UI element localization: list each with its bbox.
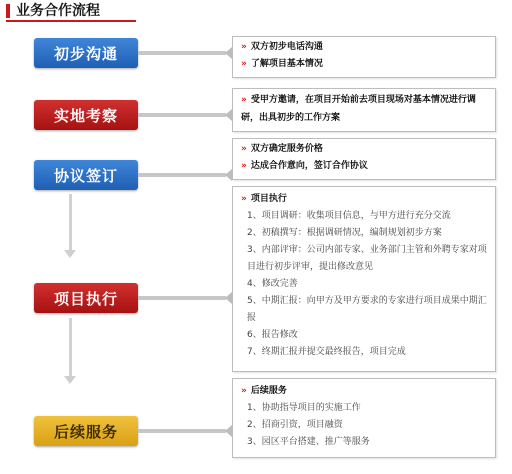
box-pointer-icon — [225, 292, 232, 304]
list-item: 1、协助指导项目的实施工作 — [247, 403, 361, 413]
down-arrow-icon — [64, 376, 76, 384]
bullet-line: » 双方确定服务价格 — [241, 144, 323, 154]
red-arrow-icon: » — [241, 194, 247, 204]
list-item: 2、招商引资，项目融资 — [247, 420, 343, 430]
detail-box-execution — [232, 186, 496, 372]
down-arrow-icon — [64, 250, 76, 258]
list-item: 3、内部评审：公司内部专家、业务部门主管和外聘专家对项目进行初步评审，提出修改意见 — [247, 245, 487, 272]
step-connector — [138, 113, 226, 117]
step-label: 协议签订 — [53, 166, 118, 185]
box-pointer-icon — [225, 109, 232, 121]
header-accent-bar — [6, 4, 10, 18]
red-arrow-icon: » — [241, 144, 247, 154]
step-connector — [138, 51, 226, 55]
detail-box-follow-up — [232, 378, 496, 458]
step-label: 后续服务 — [53, 422, 118, 441]
list-item: 1、项目调研：收集项目信息，与甲方进行充分交流 — [247, 211, 451, 221]
bullet-line: » 双方初步电话沟通 — [241, 42, 323, 52]
red-arrow-icon: » — [241, 42, 247, 52]
list-item: 7、终期汇报并提交最终报告，项目完成 — [247, 347, 406, 357]
bullet-line: » 达成合作意向，签订合作协议 — [241, 161, 368, 171]
step-label: 项目执行 — [53, 289, 118, 308]
red-arrow-icon: » — [241, 95, 247, 105]
detail-box-survey — [232, 88, 496, 132]
list-item: 6、报告修改 — [247, 330, 298, 340]
red-arrow-icon: » — [241, 386, 247, 396]
list-item: 5、中期汇报：向甲方及甲方要求的专家进行项目成果中期汇报 — [247, 296, 487, 323]
box-pointer-icon — [225, 425, 232, 437]
step-agreement-signing — [34, 160, 138, 190]
list-item: 4、修改完善 — [247, 279, 298, 289]
header-underline — [6, 20, 136, 22]
red-arrow-icon: » — [241, 59, 247, 69]
step-site-survey — [34, 100, 138, 130]
page-title: 业务合作流程 — [16, 3, 100, 19]
detail-box-agreement — [232, 138, 496, 180]
step-follow-up-service — [34, 416, 138, 446]
box-heading: » 后续服务 — [241, 386, 287, 396]
step-connector — [138, 296, 226, 300]
detail-box-communication — [232, 36, 496, 78]
step-initial-communication — [34, 38, 138, 68]
list-item: 2、初稿撰写：根据调研情况，编制规划初步方案 — [247, 228, 442, 238]
red-arrow-icon: » — [241, 161, 247, 171]
bullet-line: » 了解项目基本情况 — [241, 59, 323, 69]
bullet-line: » 受甲方邀请，在项目开始前去项目现场对基本情况进行调研，出具初步的工作方案 — [241, 95, 476, 123]
box-heading: » 项目执行 — [241, 194, 287, 204]
vertical-connector — [69, 318, 72, 376]
vertical-connector — [69, 194, 72, 250]
step-label: 实地考察 — [53, 106, 118, 125]
box-pointer-icon — [225, 169, 232, 181]
step-connector — [138, 173, 226, 177]
box-pointer-icon — [225, 47, 232, 59]
list-item: 3、园区平台搭建、推广等服务 — [247, 437, 370, 447]
step-label: 初步沟通 — [53, 44, 118, 63]
step-project-execution — [34, 283, 138, 313]
step-connector — [138, 429, 226, 433]
